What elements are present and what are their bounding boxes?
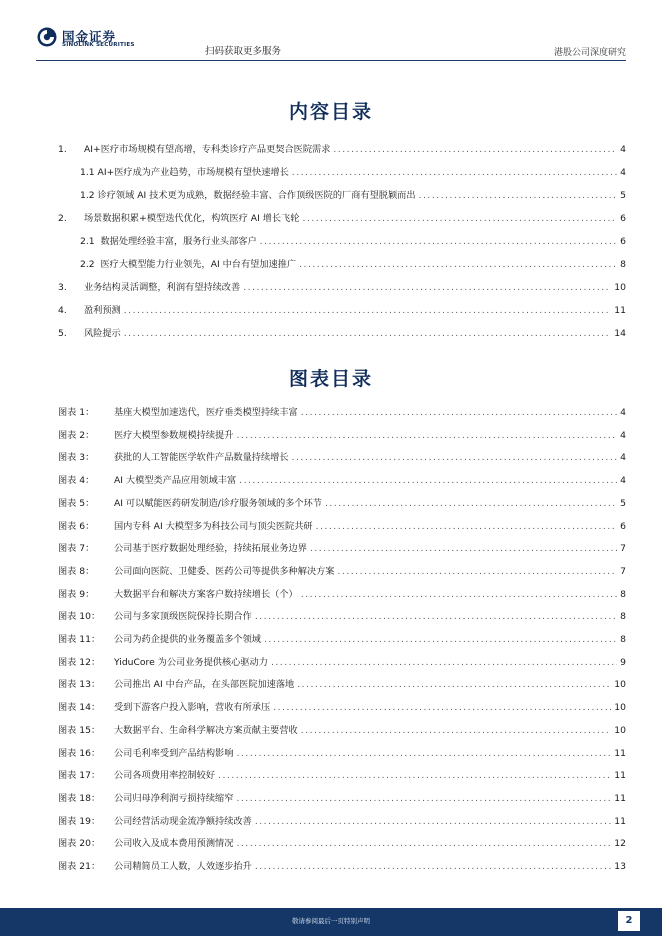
contents-entry-title: 1.2 诊疗领域 AI 技术更为成熟，数据经验丰富、合作顶级医院的厂商有望脱颖而出 (80, 190, 416, 201)
figures-entry-number: 图表 18： (58, 792, 101, 804)
dot-leader (301, 588, 617, 602)
figures-entry-number: 图表 16： (58, 747, 101, 759)
dot-leader (338, 565, 618, 579)
figures-entry-page: 10 (614, 702, 626, 714)
figures-entry-title: 公司归母净利润亏损持续缩窄 (114, 792, 234, 804)
figures-entry-page: 9 (620, 656, 626, 668)
figures-entry-number: 图表 1： (58, 407, 95, 418)
figures-entry-page: 11 (614, 747, 626, 759)
figures-entry-number: 图表 13： (58, 679, 101, 691)
contents-entry[interactable] (58, 327, 626, 341)
sinolink-logo-icon (37, 27, 57, 47)
figures-entry[interactable] (58, 633, 626, 647)
dot-leader (310, 542, 617, 556)
dot-leader (271, 656, 617, 670)
figures-entry-title: 公司基于医疗数据处理经验，持续拓展业务边界 (114, 543, 307, 555)
figures-entry-page: 7 (620, 543, 626, 555)
figures-entry-number: 图表 20： (58, 838, 101, 850)
dot-leader (236, 429, 617, 443)
figures-entry-title: 大数据平台和解决方案客户数持续增长（个） (114, 588, 298, 600)
figures-entry-title: 基座大模型加速迭代，医疗垂类模型持续丰富 (114, 407, 298, 418)
contents-entry-page: 11 (614, 305, 626, 316)
figures-entry-page: 8 (620, 611, 626, 623)
figures-entry[interactable] (58, 656, 626, 670)
contents-entry-page: 6 (620, 236, 626, 247)
dot-leader (333, 143, 617, 157)
dot-leader (260, 235, 618, 249)
dot-leader (236, 837, 611, 851)
figures-entry[interactable] (58, 837, 626, 851)
contents-entry[interactable] (80, 235, 626, 249)
figures-entry-number: 图表 2： (58, 429, 95, 441)
figures-entry-page: 11 (614, 792, 626, 804)
dot-leader (236, 792, 611, 806)
contents-entry-title: 业务结构灵活调整，利润有望持续改善 (84, 282, 241, 293)
figures-title: 图表目录 (288, 368, 373, 390)
contents-entry-page: 4 (620, 167, 626, 178)
figures-entry-title: AI 可以赋能医药研发制造/诊疗服务领域的多个环节 (114, 497, 322, 509)
report-type: 港股公司深度研究 (553, 48, 626, 58)
contents-entry-title: AI+医疗市场规模有望高增，专科类诊疗产品更契合医院需求 (84, 144, 331, 155)
contents-entry[interactable] (58, 304, 626, 318)
figures-entry-page: 12 (614, 838, 626, 850)
figures-entry-number: 图表 6： (58, 520, 95, 532)
contents-entry-title: 盈利预测 (84, 305, 121, 316)
figures-entry-number: 图表 14： (58, 702, 101, 714)
dot-leader (218, 769, 611, 783)
figures-entry[interactable] (58, 429, 626, 443)
figures-entry-title: 公司为药企提供的业务覆盖多个领域 (114, 634, 261, 645)
figures-entry-title: 公司收入及成本费用预测情况 (114, 838, 234, 850)
figures-entry-number: 图表 15： (58, 724, 101, 736)
dot-leader (264, 633, 617, 647)
figures-entry-title: 公司各项费用率控制较好 (114, 770, 216, 782)
figures-entry[interactable] (58, 860, 626, 874)
figures-entry-page: 10 (614, 724, 626, 736)
figures-entry-page: 7 (620, 565, 626, 577)
figures-entry-page: 4 (620, 452, 626, 464)
contents-entry-page: 4 (620, 144, 626, 155)
figures-entry-title: 国内专科 AI 大模型多为科技公司与顶尖医院共研 (114, 520, 313, 532)
contents-entry-number: 5. (58, 328, 73, 339)
dot-leader (297, 678, 611, 692)
figures-entry[interactable] (58, 497, 626, 511)
dot-leader (292, 451, 618, 465)
contents-entry[interactable] (80, 258, 626, 272)
contents-entry-title: 2.1 数据处理经验丰富，服务行业头部客户 (80, 236, 257, 247)
dot-leader (255, 860, 611, 874)
contents-title: 内容目录 (288, 101, 373, 123)
figures-entry-page: 11 (614, 815, 626, 827)
figures-entry[interactable] (58, 769, 626, 783)
figures-entry-page: 4 (620, 475, 626, 487)
contents-entry-number: 2. (58, 213, 76, 224)
figures-entry-title: YiduCore 为公司业务提供核心驱动力 (114, 656, 268, 668)
figures-entry-number: 图表 19： (58, 815, 101, 827)
contents-entry[interactable] (58, 143, 626, 157)
contents-entry-page: 6 (620, 213, 626, 224)
figures-entry-page: 5 (620, 497, 626, 509)
contents-entry-number: 4. (58, 305, 73, 316)
figures-entry-number: 图表 12： (58, 656, 101, 668)
contents-entry[interactable] (80, 166, 626, 180)
contents-entry-title: 1.1 AI+医疗成为产业趋势，市场规模有望快速增长 (80, 167, 289, 178)
dot-leader (236, 747, 611, 761)
figures-entry-title: 公司推出 AI 中台产品，在头部医院加速落地 (114, 679, 295, 691)
footer-disclaimer: 敬请参阅最后一页特别声明 (292, 917, 370, 925)
contents-entry-number: 3. (58, 282, 76, 293)
dot-leader (302, 212, 617, 226)
contents-entry[interactable] (80, 189, 626, 203)
dot-leader (124, 327, 612, 341)
page-number: 2 (618, 911, 640, 931)
contents-entry-page: 8 (620, 259, 626, 270)
figures-entry[interactable] (58, 520, 626, 534)
dot-leader (316, 520, 618, 534)
figures-entry-title: 公司经营活动现金流净额持续改善 (114, 815, 252, 827)
scan-service-text: 扫码获取更多服务 (205, 46, 282, 57)
contents-entry-page: 14 (614, 328, 626, 339)
dot-leader (301, 724, 612, 738)
figures-entry-number: 图表 4： (58, 475, 95, 487)
figures-entry[interactable] (58, 542, 626, 556)
figures-entry-number: 图表 3： (58, 452, 95, 464)
figures-entry-page: 11 (614, 770, 626, 782)
page-header (0, 0, 662, 62)
figures-entry-title: 公司精简员工人数，人效逐步抬升 (114, 861, 252, 872)
figures-entry-number: 图表 8： (58, 565, 95, 577)
contents-entry[interactable] (58, 281, 626, 295)
contents-entry-title: 2.2 医疗大模型能力行业领先，AI 中台有望加速推广 (80, 259, 297, 270)
dot-leader (243, 281, 611, 295)
figures-entry-page: 4 (620, 407, 626, 418)
figures-entry-title: AI 大模型类产品应用领域丰富 (114, 475, 237, 487)
figures-entry-title: 公司毛利率受到产品结构影响 (114, 747, 234, 759)
figures-entry-number: 图表 17： (58, 770, 101, 782)
contents-entry-number: 1. (58, 144, 76, 155)
dot-leader (292, 166, 617, 180)
dot-leader (124, 304, 612, 318)
figures-entry[interactable] (58, 678, 626, 692)
figures-entry-title: 获批的人工智能医学软件产品数量持续增长 (114, 452, 289, 464)
contents-entry[interactable] (58, 212, 626, 226)
figures-entry[interactable] (58, 701, 626, 715)
dot-leader (255, 610, 617, 624)
figures-entry-page: 8 (620, 588, 626, 600)
figures-entry[interactable] (58, 451, 626, 465)
figures-entry-title: 医疗大模型参数规模持续提升 (114, 429, 234, 441)
figures-entry-page: 13 (614, 861, 626, 872)
figures-entry-title: 公司面向医院、卫健委、医药公司等提供多种解决方案 (114, 565, 335, 577)
figures-entry-number: 图表 9： (58, 588, 95, 600)
brand-name-en: SINOLINK SECURITIES (62, 42, 135, 48)
figures-entry-page: 4 (620, 429, 626, 441)
header-divider (36, 60, 626, 61)
contents-entry-page: 10 (614, 282, 626, 293)
figures-entry[interactable] (58, 747, 626, 761)
contents-entry-page: 5 (620, 190, 626, 201)
contents-entry-title: 场景数据积累+模型迭代优化，构筑医疗 AI 增长飞轮 (84, 213, 300, 224)
figures-entry[interactable] (58, 588, 626, 602)
figures-entry-number: 图表 5： (58, 497, 95, 509)
figures-entry-title: 受到下游客户投入影响，营收有所承压 (114, 702, 271, 714)
figures-entry[interactable] (58, 565, 626, 579)
figures-entry[interactable] (58, 815, 626, 829)
dot-leader (419, 189, 618, 203)
figures-entry-title: 大数据平台、生命科学解决方案贡献主要营收 (114, 724, 298, 736)
figures-entry-number: 图表 10： (58, 611, 101, 623)
figures-entry[interactable] (58, 474, 626, 488)
figures-entry[interactable] (58, 406, 626, 420)
brand-name-cn: 国金证券 (62, 29, 117, 44)
figures-entry-number: 图表 7： (58, 543, 95, 555)
figures-entry-page: 6 (620, 520, 626, 532)
figures-entry[interactable] (58, 792, 626, 806)
dot-leader (273, 701, 611, 715)
figures-entry-number: 图表 21： (58, 861, 101, 872)
figures-entry[interactable] (58, 724, 626, 738)
dot-leader (325, 497, 617, 511)
dot-leader (301, 406, 617, 420)
figures-entry-number: 图表 11： (58, 634, 101, 645)
dot-leader (239, 474, 617, 488)
contents-entry-title: 风险提示 (84, 328, 121, 339)
figures-entry-title: 公司与多家顶级医院保持长期合作 (114, 611, 252, 623)
dot-leader (255, 815, 611, 829)
dot-leader (299, 258, 617, 272)
figures-entry-page: 10 (614, 679, 626, 691)
figures-entry-page: 8 (620, 634, 626, 645)
figures-entry[interactable] (58, 610, 626, 624)
